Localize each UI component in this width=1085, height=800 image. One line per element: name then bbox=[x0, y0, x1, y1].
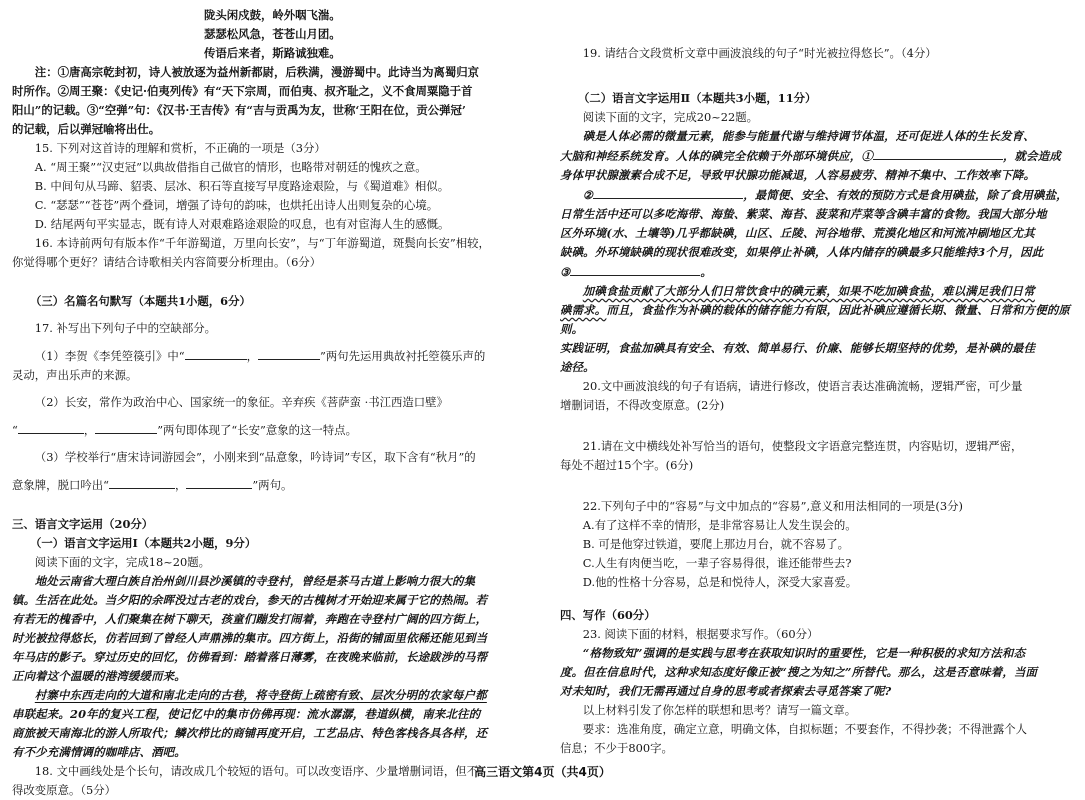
passage-line: 时光被拉得悠长，仿若回到了曾经人声鼎沸的集市。四方街上，沿街的铺面里依稀还能见到当 bbox=[12, 631, 488, 645]
question-line bbox=[12, 420, 534, 440]
question-line: 增删词语，不得改变原意。(2分) bbox=[560, 398, 725, 412]
question-line bbox=[12, 346, 534, 366]
question-line: 18. 文中画线处是个长句，请改成几个较短的语句。可以改变语序、少量增删词语，但不 bbox=[34, 764, 478, 778]
text: 意象牌，脱口吟出“ bbox=[12, 478, 109, 492]
question-stem: 17. 补写出下列句子中的空缺部分。 bbox=[34, 321, 217, 335]
option: D.他的性格十分容易，总是和悦待人，深受大家喜爱。 bbox=[582, 575, 858, 589]
question-line: 灵动，声出乐声的来源。 bbox=[12, 368, 138, 382]
option: A. “周王聚”“汉吏冠”以典故借指自己做官的情形，也略带对朝廷的愧疚之意。 bbox=[34, 160, 427, 174]
option: B. 中间句从马蹄、貂裘、层冰、积石等直接写早度路途艰险，与《蜀道难》相似。 bbox=[34, 179, 450, 193]
writing-requirements: 要求：选准角度，确定立意，明确文体，自拟标题；不要套作，不得抄袭；不得泄露个人 bbox=[582, 722, 1028, 736]
section-title-writing: 四、写作（60分） bbox=[560, 608, 656, 622]
text: （1）李贺《李凭箜篌引》中“ bbox=[34, 349, 185, 363]
passage-line bbox=[560, 301, 1075, 339]
passage-line bbox=[560, 185, 1075, 205]
answer-blank[interactable] bbox=[18, 420, 84, 434]
note-line: 时所作。②周王聚：《史记·伯夷列传》有“天下宗周，而伯夷、叔齐耻之，义不食周粟隐于首 bbox=[12, 84, 473, 98]
answer-blank[interactable] bbox=[593, 185, 743, 199]
passage-line: 有不少充满情调的咖啡店、酒吧。 bbox=[12, 745, 186, 759]
subsection-title: （一）语言文字运用Ⅰ（本题共2小题，9分） bbox=[30, 536, 257, 550]
passage-line: 串联起来。20年的复兴工程，使记忆中的集市仿佛再现：流水潺潺，巷道纵横，南来北往的 bbox=[12, 707, 481, 721]
text: ② bbox=[582, 188, 594, 202]
reading-passage-iodine bbox=[560, 127, 1075, 377]
question-16 bbox=[12, 234, 534, 272]
text: ，最简便、安全、有效的预防方式是食用碘盐，除了食用碘盐， bbox=[743, 188, 1068, 202]
passage-line: 碘是人体必需的微量元素，能参与能量代谢与维持调节体温，还可促进人体的生长发育、 bbox=[582, 129, 1035, 143]
answer-blank[interactable] bbox=[109, 475, 175, 489]
material-line: 度。但在信息时代，这种求知态度好像正被“搜之为知之”所替代。那么，这是否意味着，当面 bbox=[560, 665, 1038, 679]
question-23 bbox=[560, 625, 1075, 758]
question-19: 19. 请结合文段赏析文章中画波浪线的句子“时光被拉得悠长”。（4分） bbox=[582, 46, 937, 60]
right-column bbox=[560, 6, 1075, 758]
question-stem: 15. 下列对这首诗的理解和赏析，不正确的一项是（3分） bbox=[34, 141, 326, 155]
question-line: （2）长安，常作为政治中心、国家统一的象征。辛弃疾《菩萨蛮 ·书江西造口壁》 bbox=[34, 395, 448, 409]
passage-line bbox=[560, 146, 1075, 166]
passage-line: 区外环境(水、土壤等)几乎都缺碘，山区、丘陵、河谷地带、荒漠化地区和河流冲刷地区尤其 bbox=[560, 226, 1035, 240]
question-22 bbox=[560, 497, 1075, 592]
material-line: 对未知时，我们无需再通过自身的思考或者探索去寻觅答案了呢? bbox=[560, 684, 892, 698]
note-line: 注：①唐高宗乾封初，诗人被放逐为益州新都尉，后秩满，漫游蜀中。此诗当为离蜀归京 bbox=[34, 65, 480, 79]
writing-requirements: 信息；不少于800字。 bbox=[560, 741, 673, 755]
material-line: “格物致知”强调的是实践与思考在获取知识时的重要性，它是一种积极的求知方法和态 bbox=[582, 646, 1026, 660]
question-stem: 23. 阅读下面的材料，根据要求写作。（60分） bbox=[582, 627, 819, 641]
passage-line: 缺碘。外环境缺碘的现状很难改变，如果停止补碘，人体内储存的碘最多只能维持3个月，因此 bbox=[560, 245, 1044, 259]
question-line: 你觉得哪个更好？请结合诗歌相关内容简要分析理由。（6分） bbox=[12, 255, 322, 269]
wavy-sentence-end: 碘需求。 bbox=[560, 303, 607, 317]
reading-instruction: 阅读下面的文字，完成20~22题。 bbox=[582, 110, 759, 124]
question-15 bbox=[12, 139, 534, 234]
section-title-dictation: （三）名篇名句默写（本题共1小题，6分） bbox=[30, 294, 251, 308]
question-20 bbox=[560, 377, 1075, 415]
passage-line: 途径。 bbox=[560, 360, 595, 374]
passage-line: 商旅被天南海北的游人所取代；鳞次栉比的商铺再度开启，工艺品店、特色客栈各具各样，还 bbox=[12, 726, 488, 740]
question-line: 20.文中画波浪线的句子有语病，请进行修改，使语言表达准确流畅，逻辑严密，可少量 bbox=[582, 379, 1023, 393]
passage-line: 身体甲状腺激素合成不足，导致甲状腺功能减退，人容易疲劳、精神不集中、工作效率下降。 bbox=[560, 168, 1036, 182]
section-title-language: 三、语言文字运用（20分） bbox=[12, 517, 154, 531]
left-column bbox=[12, 6, 534, 800]
text: ，就会造成 bbox=[1002, 149, 1061, 163]
passage-line: 有若无的槐香中，人们聚集在树下聊天，孩童们蹦发打闹着，奔跑在寺登村广阔的四方街上， bbox=[12, 612, 488, 626]
answer-blank[interactable] bbox=[95, 420, 157, 434]
question-line: 16. 本诗前两句有版本作“千年游蜀道，万里向长安”，与“丁年游蜀道，斑鬓向长安”相较， bbox=[34, 236, 490, 250]
reading-instruction: 阅读下面的文字，完成18~20题。 bbox=[34, 555, 211, 569]
passage-line: 正向着这个温暖的港湾缓缓而来。 bbox=[12, 669, 186, 683]
writing-prompt: 以上材料引发了你怎样的联想和思考？请写一篇文章。 bbox=[582, 703, 857, 717]
passage-line: 地处云南省大理白族自治州剑川县沙溪镇的寺登村，曾经是茶马古道上影响力很大的集 bbox=[34, 574, 476, 588]
text: ”两句。 bbox=[252, 478, 293, 492]
question-17 bbox=[12, 319, 534, 495]
note-line: 阳山”的记载。③“空弹”句：《汉书·王吉传》有“吉与贡禹为友，世称‘王阳在位，贡公弹冠’ bbox=[12, 103, 466, 117]
option: D. 结尾两句平实显志，既有诗人对艰难路途艰险的叹息，也有对宦海人生的感慨。 bbox=[34, 217, 450, 231]
answer-blank[interactable] bbox=[185, 346, 247, 360]
question-21 bbox=[560, 437, 1075, 475]
poem-line: 陇头闲戍鼓，岭外咽飞湍。 bbox=[204, 8, 341, 22]
answer-blank[interactable] bbox=[873, 146, 1003, 160]
option: A.有了这样不幸的情形，是非常容易让人发生误会的。 bbox=[582, 518, 857, 532]
poem-line: 瑟瑟松风急，苍苍山月团。 bbox=[204, 27, 341, 41]
poem-notes bbox=[12, 63, 534, 139]
question-stem: 22.下列句子中的“容易”与文中加点的“容易”,意义和用法相同的一项是(3分) bbox=[582, 499, 963, 513]
text: 。 bbox=[700, 265, 713, 279]
option: C.人生有肉便当吃，一辈子容易得很，谁还能带些去? bbox=[582, 556, 852, 570]
passage-line: 日常生活中还可以多吃海带、海蛰、紫菜、海苔、菠菜和芹菜等含碘丰富的食物。我国大部分地 bbox=[560, 207, 1047, 221]
answer-blank[interactable] bbox=[186, 475, 252, 489]
reading-passage bbox=[12, 572, 534, 762]
writing-material bbox=[560, 644, 1075, 701]
passage-line bbox=[560, 262, 1075, 282]
text: ”两句先运用典故衬托箜篌乐声的 bbox=[319, 349, 486, 363]
text: ”两句即体现了“长安”意象的这一特点。 bbox=[157, 423, 357, 437]
poem-line: 传语后来者，斯路诚独难。 bbox=[204, 46, 341, 60]
passage-line: 年马店的影子。穿过历史的回忆，仿佛看到：踏着落日薄雾，在夜晚来临前，长途跋涉的马帮 bbox=[12, 650, 488, 664]
note-line: 的记载，后以弹冠喻将出仕。 bbox=[12, 122, 161, 136]
answer-blank[interactable] bbox=[570, 262, 700, 276]
wavy-sentence: 加碘食盐贡献了大部分人们日常饮食中的碘元素，如果不吃加碘食盐，难以满足我们日常 bbox=[582, 284, 1035, 298]
question-line: 21.请在文中横线处补写恰当的语句，使整段文字语意完整连贯，内容贴切，逻辑严密， bbox=[582, 439, 1023, 453]
option: C. “瑟瑟”“苍苍”两个叠词，增强了诗句的韵味，也烘托出诗人出则复杂的心境。 bbox=[34, 198, 439, 212]
question-line: （3）学校举行“唐宋诗词游园会”，小刚来到“品意象，吟诗词”专区，取下含有“秋月”的 bbox=[34, 450, 476, 464]
text: ， bbox=[174, 478, 187, 492]
text: ③ bbox=[560, 265, 571, 279]
text: ， bbox=[83, 423, 96, 437]
poem bbox=[12, 6, 534, 63]
text: 大脑和神经系统发育。人体的碘完全依赖于外部环境供应，① bbox=[560, 149, 873, 163]
option: B. 可是他穿过铁道，要爬上那边月台，就不容易了。 bbox=[582, 537, 850, 551]
question-line bbox=[12, 475, 534, 495]
answer-blank[interactable] bbox=[258, 346, 320, 360]
subsection-title: （二）语言文字运用Ⅱ（本题共3小题，11分） bbox=[578, 91, 817, 105]
text: 而且，食盐作为补碘的载体的储存能力有限，因此补碘应遵循长期、微量、日常和方便的原则。 bbox=[560, 303, 1071, 336]
page-footer: 高三语文第4页（共4页） bbox=[474, 765, 611, 779]
question-line: 得改变原意。（5分） bbox=[12, 783, 117, 797]
text: “ bbox=[12, 423, 18, 437]
text: ， bbox=[246, 349, 258, 363]
passage-line: 镇。生活在此处。当夕阳的余晖没过古老的戏台，参天的古槐树才开始迎来属于它的热闹。若 bbox=[12, 593, 488, 607]
question-line: 每处不超过15个字。(6分) bbox=[560, 458, 694, 472]
passage-line: 实践证明，食盐加碘具有安全、有效、简单易行、价廉、能够长期坚持的优势，是补碘的最佳 bbox=[560, 341, 1036, 355]
underlined-sentence: 村寨中东西走向的大道和南北走向的古巷，将寺登街上疏密有致、层次分明的农家每户都 bbox=[34, 688, 487, 702]
